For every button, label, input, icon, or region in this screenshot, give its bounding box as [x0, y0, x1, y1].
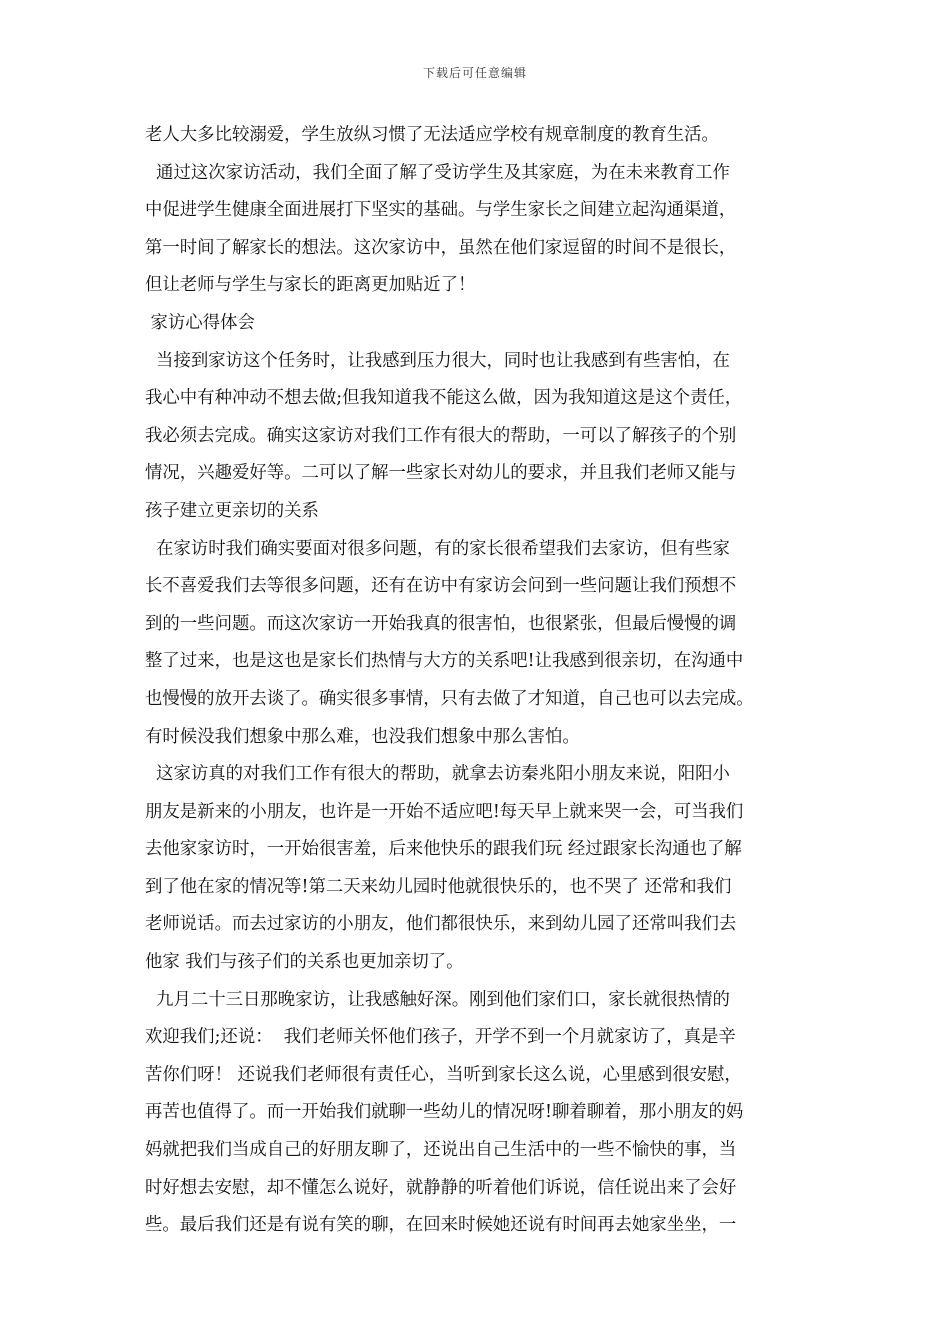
- section-heading: 家访心得体会: [145, 312, 255, 333]
- text-line: 到的一些问题。而这次家访一开始我真的很害怕，也很紧张，但最后慢慢的调: [145, 613, 737, 634]
- text-line: 也慢慢的放开去谈了。确实很多事情，只有去做了才知道，自己也可以去完成。: [145, 688, 754, 709]
- text-line: 老人大多比较溺爱，学生放纵习惯了无法适应学校有规章制度的教育生活。: [145, 125, 719, 145]
- text-line: 在家访时我们确实要面对很多问题，有的家长很希望我们去家访，但有些家: [145, 538, 730, 559]
- text-line: 孩子建立更亲切的关系: [145, 500, 319, 521]
- text-line: 我心中有种冲动不想去做;但我知道我不能这么做，因为我知道这是这个责任，: [145, 388, 743, 409]
- text-line: 去他家家访时，一开始很害羞，后来他快乐的跟我们玩 经过跟家长沟通也了解: [145, 839, 742, 860]
- text-line: 这家访真的对我们工作有很大的帮助，就拿去访秦兆阳小朋友来说，阳阳小: [145, 764, 730, 785]
- text-line: 老师说话。而去过家访的小朋友，他们都很快乐，来到幼儿园了还常叫我们去: [145, 914, 737, 935]
- text-line: 当接到家访这个任务时，让我感到压力很大，同时也让我感到有些害怕，在: [145, 350, 730, 371]
- text-line: 情况，兴趣爱好等。二可以了解一些家长对幼儿的要求，并且我们老师又能与: [145, 463, 737, 484]
- text-line: 整了过来，也是这也是家长们热情与大方的关系吧!让我感到很亲切，在沟通中: [145, 651, 744, 672]
- text-line: 我必须去完成。确实这家访对我们工作有很大的帮助，一可以了解孩子的个别: [145, 425, 737, 446]
- page-header: 下载后可任意编辑: [422, 66, 527, 80]
- text-line: 欢迎我们;还说： 我们老师关怀他们孩子，开学不到一个月就家访了，真是辛: [145, 1027, 736, 1048]
- text-line: 到了他在家的情况等!第二天来幼儿园时他就很快乐的，也不哭了 还常和我们: [145, 876, 732, 897]
- text-line: 有时候没我们想象中那么难，也没我们想象中那么害怕。: [145, 726, 580, 747]
- text-line: 第一时间了解家长的想法。这次家访中，虽然在他们家逗留的时间不是很长，: [145, 237, 737, 258]
- text-line: 朋友是新来的小朋友，也许是一开始不适应吧!每天早上就来哭一会，可当我们: [145, 801, 744, 822]
- document-body: [145, 124, 815, 1252]
- text-line: 他家 我们与孩子们的关系也更加亲切了。: [145, 952, 464, 973]
- text-line: 妈就把我们当成自己的好朋友聊了，还说出自己生活中的一些不愉快的事，当: [145, 1140, 737, 1161]
- text-line: 时好想去安慰，却不懂怎么说好，就静静的听着他们诉说，信任说出来了会好: [145, 1177, 737, 1198]
- text-line: 再苦也值得了。而一开始我们就聊一些幼儿的情况呀!聊着聊着，那小朋友的妈: [145, 1102, 744, 1123]
- text-line: 中促进学生健康全面进展打下坚实的基础。与学生家长之间建立起沟通渠道，: [145, 200, 737, 221]
- text-line: 长不喜爱我们去等很多问题，还有在访中有家访会问到一些问题让我们预想不: [145, 576, 737, 597]
- text-line: 些。最后我们还是有说有笑的聊，在回来时候她还说有时间再去她家坐坐，一: [145, 1215, 737, 1236]
- text-line: 苦你们呀！ 还说我们老师很有责任心，当听到家长这么说，心里感到很安慰，: [145, 1064, 742, 1085]
- text-line: 通过这次家访活动，我们全面了解了受访学生及其家庭，为在未来教育工作: [145, 162, 730, 183]
- text-line: 九月二十三日那晚家访，让我感触好深。刚到他们家们口，家长就很热情的: [145, 989, 730, 1010]
- text-line: 但让老师与学生与家长的距离更加贴近了！: [145, 275, 476, 296]
